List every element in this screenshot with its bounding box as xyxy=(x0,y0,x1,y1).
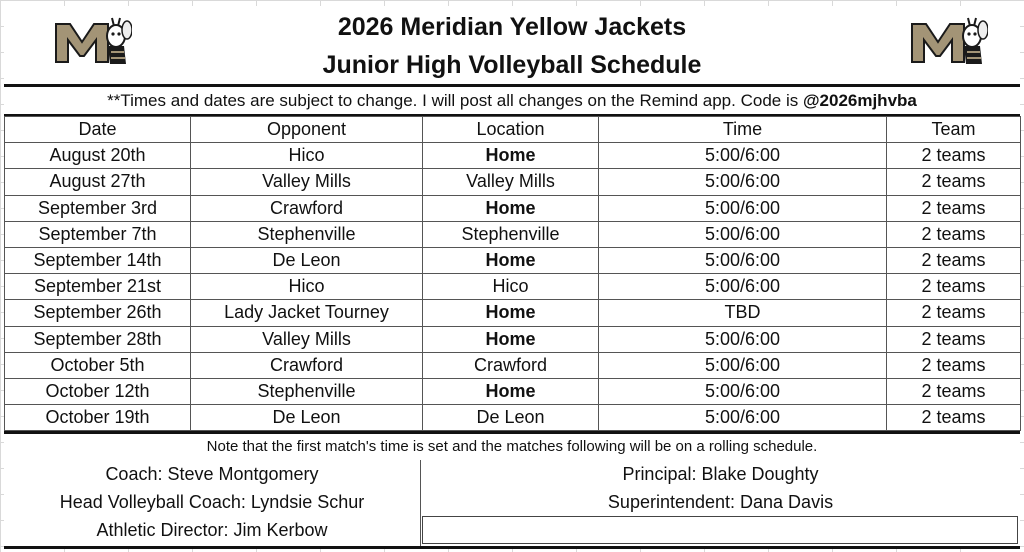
cell-time: 5:00/6:00 xyxy=(599,352,887,378)
table-row xyxy=(5,247,1021,273)
cell-location: Home xyxy=(423,326,599,352)
meridian-yellow-jacket-logo-icon xyxy=(910,12,988,68)
cell-time: 5:00/6:00 xyxy=(599,247,887,273)
table-row xyxy=(5,169,1021,195)
table-row xyxy=(5,378,1021,404)
cell-opponent: Crawford xyxy=(191,195,423,221)
page-title: 2026 Meridian Yellow Jackets xyxy=(337,13,687,41)
cell-opponent: Hico xyxy=(191,143,423,169)
principal-name: Principal: Blake Doughty xyxy=(622,464,819,484)
cell-date: September 7th xyxy=(5,221,191,247)
cell-time: 5:00/6:00 xyxy=(599,169,887,195)
table-header-row xyxy=(5,117,1021,143)
table-row xyxy=(5,300,1021,326)
cell-date: September 28th xyxy=(5,326,191,352)
cell-location: Home xyxy=(423,143,599,169)
column-header-opponent: Opponent xyxy=(191,117,423,143)
cell-time: 5:00/6:00 xyxy=(599,195,887,221)
page-subtitle: Junior High Volleyball Schedule xyxy=(322,51,702,79)
table-row xyxy=(5,352,1021,378)
cell-date: August 20th xyxy=(5,143,191,169)
cell-opponent: Stephenville xyxy=(191,378,423,404)
cell-time: 5:00/6:00 xyxy=(599,405,887,431)
cell-date: September 3rd xyxy=(5,195,191,221)
head-coach-name: Head Volleyball Coach: Lyndsie Schur xyxy=(59,492,365,512)
cell-location: Home xyxy=(423,300,599,326)
table-row xyxy=(5,195,1021,221)
column-header-team: Team xyxy=(887,117,1021,143)
cell-time: TBD xyxy=(599,300,887,326)
cell-team: 2 teams xyxy=(887,274,1021,300)
cell-opponent: De Leon xyxy=(191,405,423,431)
cell-team: 2 teams xyxy=(887,352,1021,378)
cell-team: 2 teams xyxy=(887,326,1021,352)
schedule-header xyxy=(4,6,1020,87)
superintendent-name: Superintendent: Dana Davis xyxy=(607,492,834,512)
cell-date: September 21st xyxy=(5,274,191,300)
cell-time: 5:00/6:00 xyxy=(599,326,887,352)
cell-date: September 14th xyxy=(5,247,191,273)
notice-text: **Times and dates are subject to change. I will post all changes on the Remind app. Code is xyxy=(107,91,803,110)
cell-opponent: Crawford xyxy=(191,352,423,378)
athletic-director-name: Athletic Director: Jim Kerbow xyxy=(96,520,328,540)
schedule-body xyxy=(5,143,1021,431)
cell-team: 2 teams xyxy=(887,378,1021,404)
column-header-location: Location xyxy=(423,117,599,143)
cell-location: Home xyxy=(423,195,599,221)
column-header-time: Time xyxy=(599,117,887,143)
cell-opponent: De Leon xyxy=(191,247,423,273)
cell-location: Crawford xyxy=(423,352,599,378)
table-row xyxy=(5,326,1021,352)
cell-time: 5:00/6:00 xyxy=(599,143,887,169)
cell-opponent: Stephenville xyxy=(191,221,423,247)
cell-opponent: Lady Jacket Tourney xyxy=(191,300,423,326)
cell-time: 5:00/6:00 xyxy=(599,274,887,300)
staff-section xyxy=(4,460,1020,549)
cell-opponent: Hico xyxy=(191,274,423,300)
cell-location: De Leon xyxy=(423,405,599,431)
selected-empty-cell[interactable] xyxy=(422,516,1018,544)
column-header-date: Date xyxy=(5,117,191,143)
cell-opponent: Valley Mills xyxy=(191,326,423,352)
change-notice xyxy=(4,87,1020,117)
cell-team: 2 teams xyxy=(887,195,1021,221)
table-row xyxy=(5,274,1021,300)
cell-date: October 5th xyxy=(5,352,191,378)
cell-team: 2 teams xyxy=(887,221,1021,247)
cell-location: Stephenville xyxy=(423,221,599,247)
schedule-table xyxy=(4,116,1021,431)
cell-location: Home xyxy=(423,378,599,404)
cell-date: September 26th xyxy=(5,300,191,326)
cell-opponent: Valley Mills xyxy=(191,169,423,195)
table-row xyxy=(5,405,1021,431)
coach-name: Coach: Steve Montgomery xyxy=(105,464,319,484)
cell-date: October 12th xyxy=(5,378,191,404)
cell-date: August 27th xyxy=(5,169,191,195)
cell-time: 5:00/6:00 xyxy=(599,221,887,247)
cell-team: 2 teams xyxy=(887,247,1021,273)
table-row xyxy=(5,143,1021,169)
rolling-schedule-note: Note that the first match's time is set and the matches following will be on a rolling schedule. xyxy=(4,431,1020,463)
cell-team: 2 teams xyxy=(887,405,1021,431)
cell-date: October 19th xyxy=(5,405,191,431)
remind-code: @2026mjhvba xyxy=(802,91,917,110)
cell-team: 2 teams xyxy=(887,143,1021,169)
cell-time: 5:00/6:00 xyxy=(599,378,887,404)
table-row xyxy=(5,221,1021,247)
cell-team: 2 teams xyxy=(887,169,1021,195)
cell-location: Hico xyxy=(423,274,599,300)
cell-team: 2 teams xyxy=(887,300,1021,326)
cell-location: Home xyxy=(423,247,599,273)
cell-location: Valley Mills xyxy=(423,169,599,195)
